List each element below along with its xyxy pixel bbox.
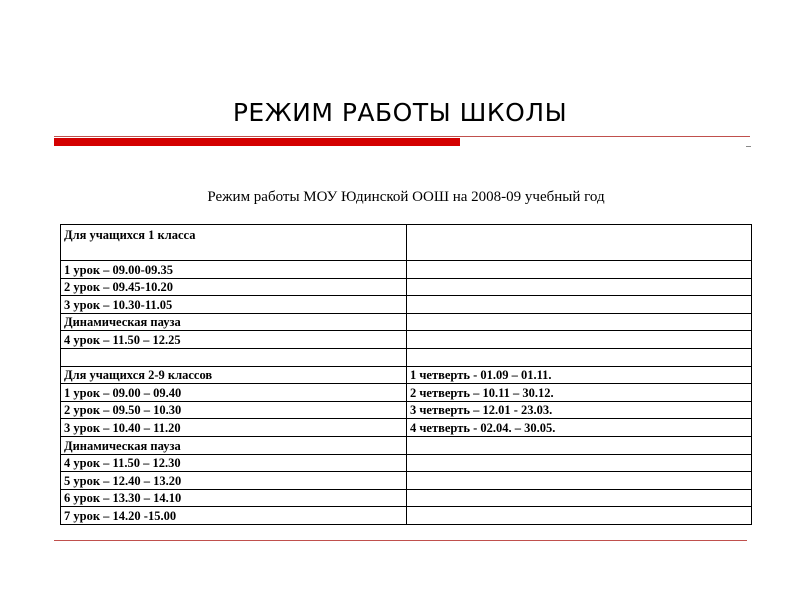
table-row <box>61 366 752 384</box>
table-cell: 4 урок – 11.50 – 12.30 <box>61 454 407 472</box>
table-cell: 7 урок – 14.20 -15.00 <box>61 507 407 525</box>
table-cell: Динамическая пауза <box>61 313 407 331</box>
table-cell <box>407 313 752 331</box>
table-cell: 2 урок – 09.45-10.20 <box>61 278 407 296</box>
table-cell <box>407 454 752 472</box>
table-row <box>61 472 752 490</box>
table-cell: 1 урок – 09.00-09.35 <box>61 261 407 279</box>
table-cell <box>407 507 752 525</box>
table-cell: 3 урок – 10.40 – 11.20 <box>61 419 407 437</box>
table-row <box>61 348 752 366</box>
table-cell <box>61 348 407 366</box>
table-cell <box>407 331 752 349</box>
table-cell <box>407 348 752 366</box>
table-cell <box>407 489 752 507</box>
table-cell <box>407 278 752 296</box>
table-cell <box>407 261 752 279</box>
table-row <box>61 225 752 261</box>
table-cell: 3 урок – 10.30-11.05 <box>61 296 407 314</box>
table-cell: 5 урок – 12.40 – 13.20 <box>61 472 407 490</box>
table-cell <box>407 472 752 490</box>
schedule-table <box>60 224 752 525</box>
table-row <box>61 278 752 296</box>
table-cell: 2 четверть – 10.11 – 30.12. <box>407 384 752 402</box>
table-row <box>61 401 752 419</box>
footer-rule <box>54 540 747 541</box>
table-cell: Для учащихся 1 класса <box>61 225 407 261</box>
table-row <box>61 489 752 507</box>
table-row <box>61 436 752 454</box>
table-row <box>61 384 752 402</box>
table-row <box>61 261 752 279</box>
table-row <box>61 296 752 314</box>
table-cell: 2 урок – 09.50 – 10.30 <box>61 401 407 419</box>
table-cell: 3 четверть – 12.01 - 23.03. <box>407 401 752 419</box>
table-cell <box>407 296 752 314</box>
table-cell: Динамическая пауза <box>61 436 407 454</box>
slide-title: РЕЖИМ РАБОТЫ ШКОЛЫ <box>232 98 568 127</box>
table-caption: Режим работы МОУ Юдинской ООШ на 2008-09 учебный год <box>207 189 605 205</box>
table-row <box>61 507 752 525</box>
table-cell <box>407 225 752 261</box>
table-cell: 4 четверть - 02.04. – 30.05. <box>407 419 752 437</box>
table-cell: 1 урок – 09.00 – 09.40 <box>61 384 407 402</box>
title-rule-thin <box>54 136 750 137</box>
title-rule-mark <box>746 146 751 147</box>
table-row <box>61 331 752 349</box>
table-row <box>61 313 752 331</box>
table-cell: 4 урок – 11.50 – 12.25 <box>61 331 407 349</box>
table-row <box>61 419 752 437</box>
table-row <box>61 454 752 472</box>
table-cell: Для учащихся 2-9 классов <box>61 366 407 384</box>
table-cell: 6 урок – 13.30 – 14.10 <box>61 489 407 507</box>
table-cell <box>407 436 752 454</box>
table-cell: 1 четверть - 01.09 – 01.11. <box>407 366 752 384</box>
title-rule-accent <box>54 138 460 146</box>
